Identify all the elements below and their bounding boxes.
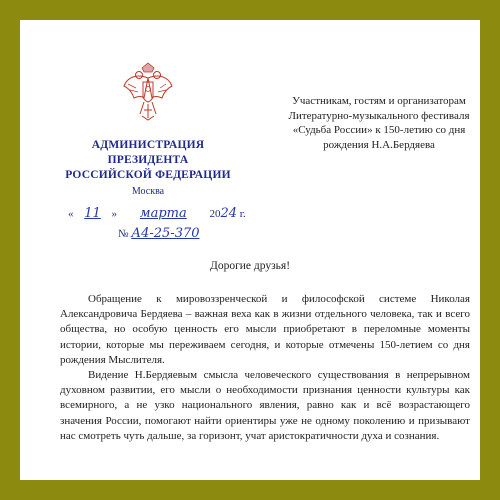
addressee-line-1: Участникам, гостям и организаторам xyxy=(292,95,466,107)
letter-body xyxy=(60,292,470,444)
date-year-suffix: 24 xyxy=(220,206,238,221)
paragraph: Обращение к мировоззренческой и философской системе Николая Александровича Бердяева – важная веха как в жизни отдельного человека, так и всего общества, но особую ценность его мысли приобретают в переломные моменты истории, которые мы переживаем сегодня, и которые отмечены 150-летием со дня рождения Мыслителя. xyxy=(60,293,470,366)
number-line xyxy=(118,226,278,248)
date-day: 11 xyxy=(84,206,101,221)
date-line xyxy=(68,206,268,228)
document-number: А4-25-370 xyxy=(131,226,200,241)
sender-organization xyxy=(56,138,240,183)
addressee-line-3: «Судьба России» к 150-летию со дня xyxy=(292,124,466,136)
date-year-word: г. xyxy=(239,208,246,220)
addressee-block xyxy=(264,94,480,152)
date-open-quote: « xyxy=(68,208,74,220)
date-month: марта xyxy=(139,206,187,221)
number-label: № xyxy=(118,228,129,240)
city-label: Москва xyxy=(131,186,165,197)
date-close-quote: » xyxy=(111,208,118,220)
org-line-1: АДМИНИСТРАЦИЯ xyxy=(91,139,205,151)
coat-of-arms-icon xyxy=(122,62,174,122)
addressee-line-2: Литературно-музыкального фестиваля xyxy=(288,109,470,122)
date-year-prefix: 20 xyxy=(209,208,221,220)
org-line-2: ПРЕЗИДЕНТА xyxy=(107,154,189,166)
addressee-line-4: рождения Н.А.Бердяева xyxy=(323,138,435,151)
paragraph: Видение Н.Бердяевым смысла человеческого существования в непрерывном духовном развитии, его мысли о необходимости признания ценности культуры как всемирного, а не узко национального явления, равно как и всё возрастающего значения России, помогают найти ориентиры уже не одному поколению и призывают нас смотреть чуть дальше, за горизонт, учат аристократичности духа и сознания. xyxy=(60,369,470,442)
org-line-3: РОССИЙСКОЙ ФЕДЕРАЦИИ xyxy=(65,169,231,181)
greeting: Дорогие друзья! xyxy=(209,260,291,272)
